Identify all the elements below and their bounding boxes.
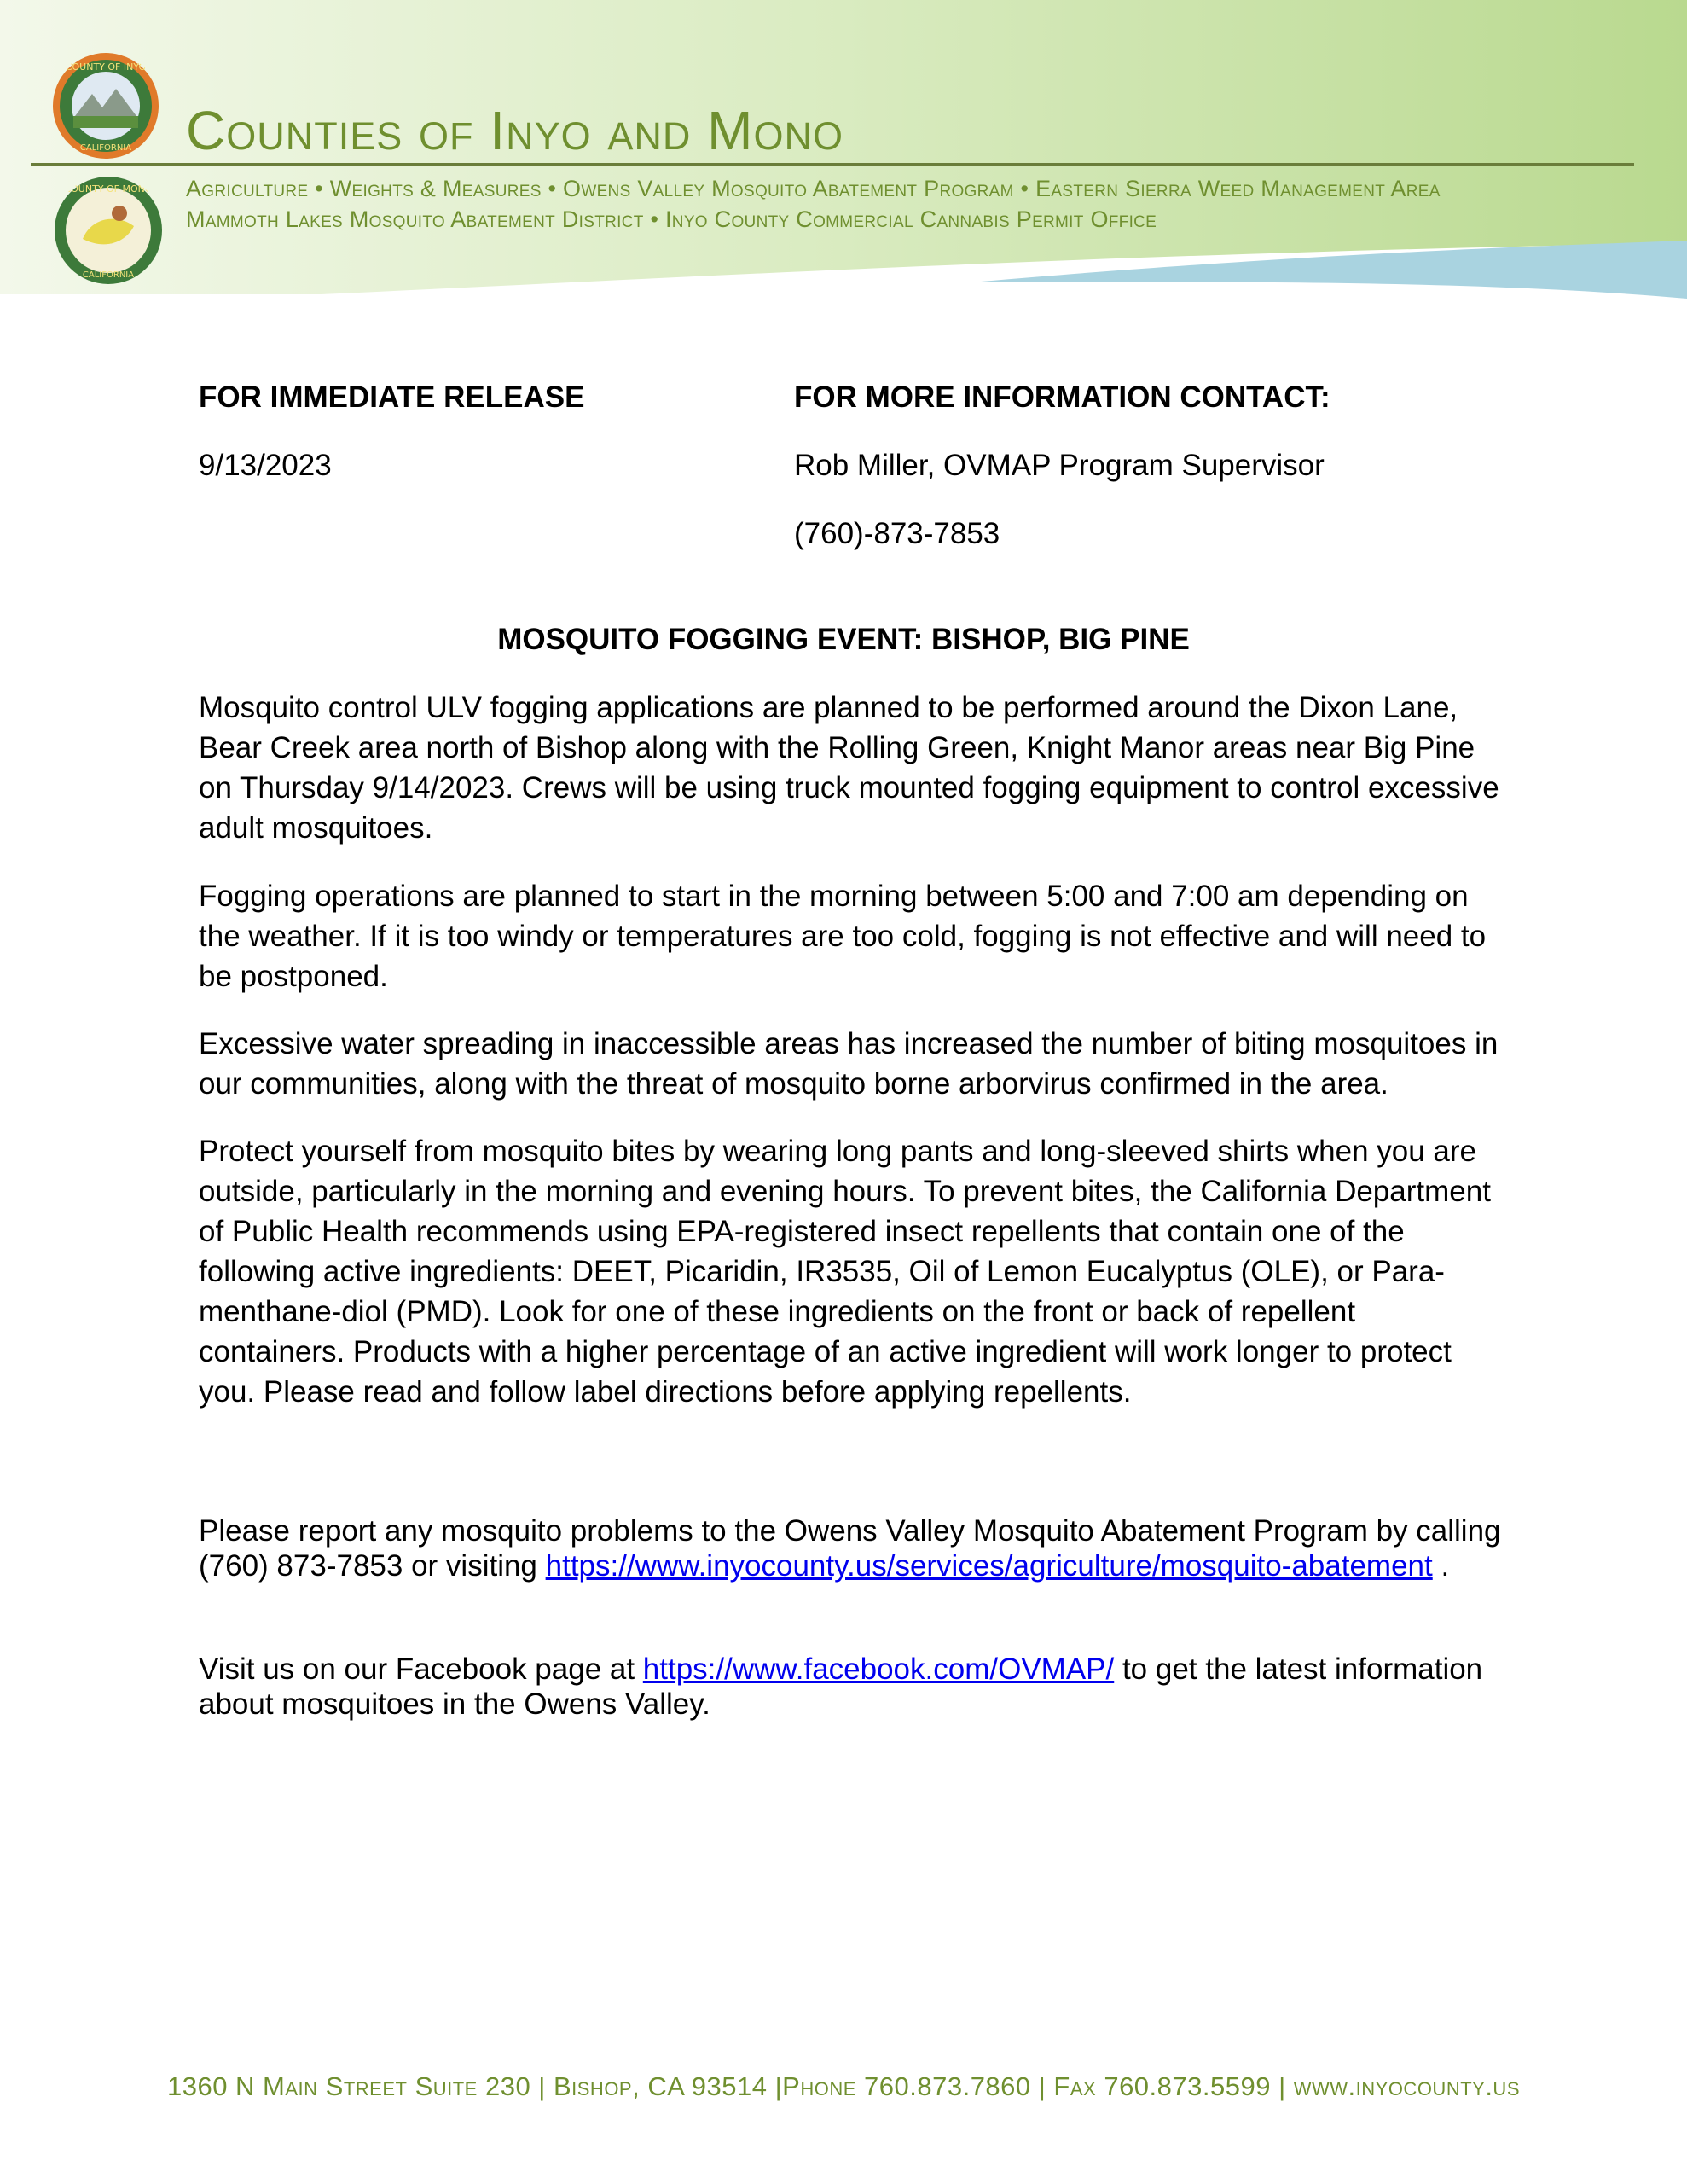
inyo-county-seal-icon <box>51 51 160 160</box>
svg-text:COUNTY OF INYO: COUNTY OF INYO <box>65 61 147 73</box>
body-paragraph-2: Fogging operations are planned to start in the morning between 5:00 and 7:00 am depending on the weather. If it is too windy or temperatures are too cold, fogging is not effective and will need to be postponed. <box>199 880 1487 993</box>
press-release-headline: MOSQUITO FOGGING EVENT: BISHOP, BIG PINE <box>497 623 1190 656</box>
contact-name: Rob Miller, OVMAP Program Supervisor <box>794 449 1325 482</box>
mono-county-seal-icon <box>53 175 164 286</box>
facebook-paragraph <box>199 1652 1504 1722</box>
header-divider <box>31 163 1634 166</box>
svg-text:CALIFORNIA: CALIFORNIA <box>79 143 132 153</box>
release-date: 9/13/2023 <box>199 449 332 482</box>
svg-text:COUNTY OF MONO: COUNTY OF MONO <box>64 183 153 195</box>
organization-title: Counties of Inyo and Mono <box>186 100 844 161</box>
footer-address: 1360 N Main Street Suite 230 | Bishop, CA 93514 |Phone 760.873.7860 | Fax 760.873.5599 | www.inyocounty.us <box>166 2071 1520 2101</box>
svg-text:CALIFORNIA: CALIFORNIA <box>82 270 135 280</box>
programs-line-2: Mammoth Lakes Mosquito Abatement District • Inyo County Commercial Cannabis Permit Office <box>186 206 1157 232</box>
facebook-text: Visit us on our Facebook page at <box>199 1653 643 1686</box>
facebook-link[interactable]: https://www.facebook.com/OVMAP/ <box>642 1653 1115 1686</box>
programs-line-1: Agriculture • Weights & Measures • Owens Valley Mosquito Abatement Program • Eastern Sierra Weed Management Area <box>186 176 1441 201</box>
facebook-text-end: to get the latest information about mosquitoes in the Owens Valley. <box>199 1653 1483 1721</box>
body-paragraph-4: Protect yourself from mosquito bites by wearing long pants and long-sleeved shirts when you are outside, particularly in the morning and evening hours. To prevent bites, the California Department of Public Health recommends using EPA-registered insect repellents that contain one of the following active ingredients: DEET, Picaridin, IR3535, Oil of Lemon Eucalyptus (OLE), or Para-menthane-diol (PMD). Look for one of these ingredients on the front or back of repellent containers. Products with a higher percentage of an active ingredient will work longer to protect you. Please read and follow label directions before applying repellents. <box>199 1135 1491 1409</box>
body-paragraph-1: Mosquito control ULV fogging applications are planned to be performed around the Dixon Lane, Bear Creek area north of Bishop along with the Rolling Green, Knight Manor areas near Big Pine on Thursday 9/14/2023. Crews will be using truck mounted fogging equipment to control excessive adult mosquitoes. <box>199 691 1499 845</box>
report-paragraph <box>199 1513 1504 1583</box>
mosquito-abatement-link[interactable]: https://www.inyocounty.us/services/agriculture/mosquito-abatement <box>545 1549 1433 1583</box>
letterhead <box>0 0 1687 316</box>
body-paragraph-3: Excessive water spreading in inaccessible areas has increased the number of biting mosquitoes in our communities, along with the threat of mosquito borne arborvirus confirmed in the area. <box>199 1027 1499 1101</box>
report-text-end: . <box>1432 1549 1450 1583</box>
contact-label: FOR MORE INFORMATION CONTACT: <box>794 380 1330 414</box>
release-label: FOR IMMEDIATE RELEASE <box>199 380 585 414</box>
report-text: Please report any mosquito problems to the Owens Valley Mosquito Abatement Program by calling (760) 873-7853 or visiting <box>199 1514 1501 1583</box>
contact-phone: (760)-873-7853 <box>794 517 1000 550</box>
